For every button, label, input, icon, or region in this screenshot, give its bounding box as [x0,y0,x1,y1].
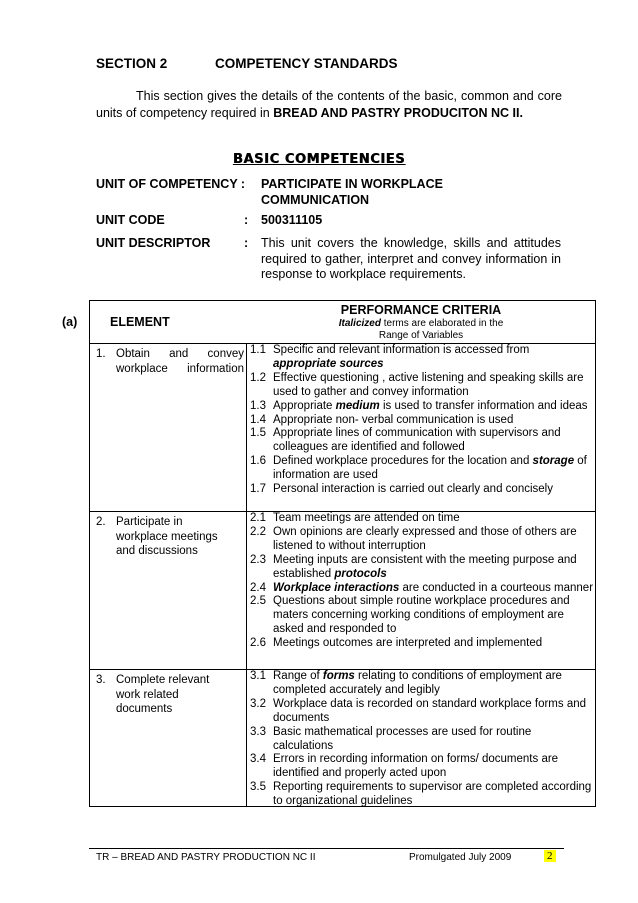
page-number: 2 [544,850,556,862]
criterion-text-part: Questions about simple routine workplace procedures and maters concerning working conditions of employment are asked and responded to [273,595,570,636]
intro-qualification: BREAD AND PASTRY PRODUCITON NC II. [273,105,523,120]
criterion-text-part: Appropriate lines of communication with supervisors and colleagues are identified and followed [273,427,561,454]
criterion-text [273,455,594,483]
criterion-text [273,414,594,428]
table-column-divider [246,343,247,806]
criterion-number: 3.4 [250,753,266,766]
criterion-text-part: Own opinions are clearly expressed and those of others are listened to without interruption [273,525,577,552]
intro-text: This section gives the details of the contents of the basic, common and core units of competency required in [96,89,562,120]
criterion-text-part: Errors in recording information on forms/ documents are identified and properly acted upon [273,753,559,780]
criterion-text [273,595,594,637]
criterion-range-term: forms [322,670,355,682]
criterion-text [273,670,594,698]
criterion-text-part: Reporting requirements to supervisor are completed according to organizational guidelines [273,781,592,808]
criterion-item [250,344,594,372]
criterion-item [250,554,594,582]
criterion-number: 2.2 [250,525,266,538]
criterion-range-term: protocols [334,567,387,580]
criterion-range-term: medium [335,399,380,412]
criterion-number: 1.3 [250,399,266,412]
criterion-text [273,726,594,754]
footer-date: Promulgated July 2009 [409,852,512,863]
criterion-text-part: Range of [273,670,323,682]
criterion-text [273,512,594,526]
criterion-number: 3.1 [250,670,266,682]
criterion-number: 1.4 [250,413,266,426]
criterion-text-part: Workplace data is recorded on standard workplace forms and documents [273,697,587,724]
intro-paragraph [96,88,562,121]
unit-code-colon: : [244,213,249,227]
criterion-text [273,344,594,372]
criteria-list-1 [250,344,594,497]
criterion-number: 2.1 [250,512,266,524]
unit-code-value: 500311105 [261,213,323,227]
criterion-number: 3.2 [250,697,266,710]
criterion-item [250,414,594,428]
criterion-item [250,753,594,781]
unit-competency-value: PARTICIPATE IN WORKPLACE COMMUNICATION [261,177,443,207]
criterion-item [250,698,594,726]
criterion-text-part: Appropriate non- verbal communication is used [273,413,514,426]
element-header: ELEMENT [110,315,170,329]
criterion-text-part: of information are used [273,455,587,482]
element-text: Complete relevant work related documents [116,674,210,715]
criterion-number: 1.5 [250,427,266,440]
criterion-number: 2.5 [250,595,266,608]
section-number: SECTION 2 [96,56,168,71]
element-2 [96,515,231,559]
criterion-text [273,753,594,781]
criterion-text-part: Specific and relevant information is accessed from [273,344,530,356]
performance-criteria-subheader [246,318,596,342]
pc-sub-line2: Range of Variables [378,330,464,341]
unit-descriptor-value: This unit covers the knowledge, skills and attitudes required to gather, interpret and convey information in response to workplace requirements. [261,236,561,281]
pc-sub-rest: terms are elaborated in the [380,318,504,329]
criteria-list-2 [250,512,594,651]
criterion-item [250,455,594,483]
basic-competencies-heading: BASIC COMPETENCIES [232,152,406,167]
element-number: 1. [96,348,106,360]
criterion-number: 1.7 [250,483,266,496]
criterion-item [250,781,594,809]
criterion-item [250,372,594,400]
criterion-text [273,698,594,726]
criterion-text-part: are conducted in a courteous manner [399,581,594,594]
unit-descriptor-label: UNIT DESCRIPTOR [96,236,211,250]
criterion-number: 1.6 [250,455,266,468]
criterion-text-part: Meeting inputs are consistent with the meeting purpose and established [273,553,577,580]
pc-sub-italic: Italicized [338,318,381,329]
criterion-text [273,781,594,809]
criterion-item [250,726,594,754]
criterion-item [250,526,594,554]
criterion-text-part: Team meetings are attended on time [273,512,460,524]
criterion-text [273,427,594,455]
element-number: 2. [96,516,106,528]
criterion-item [250,582,594,596]
criteria-list-3 [250,670,594,809]
criterion-item [250,400,594,414]
criterion-text-part: relating to conditions of employment are completed accurately and legibly [273,670,562,696]
element-text: Obtain and convey workplace information [116,348,244,375]
section-title: COMPETENCY STANDARDS [215,56,398,71]
criterion-range-term: appropriate sources [273,357,384,370]
criterion-text [273,372,594,400]
performance-criteria-header: PERFORMANCE CRITERIA [340,303,502,317]
criterion-number: 3.5 [250,781,266,794]
criterion-text [273,637,594,651]
footer-title: TR – BREAD AND PASTRY PRODUCTION NC II [96,852,316,863]
criterion-number: 2.4 [250,581,266,594]
element-number: 3. [96,674,106,686]
criterion-text-part: Basic mathematical processes are used for routine calculations [273,725,532,752]
table-marker: (a) [62,315,78,329]
criterion-text-part: Personal interaction is carried out clearly and concisely [273,483,553,496]
criterion-text-part: is used to transfer information and ideas [379,399,588,412]
criterion-text-part: Meetings outcomes are interpreted and implemented [273,637,543,650]
criterion-range-term: Workplace interactions [273,581,400,594]
element-text: Participate in workplace meetings and discussions [116,516,218,557]
criterion-item [250,637,594,651]
footer-rule [89,848,564,849]
criterion-item [250,670,594,698]
criterion-text-part: Effective questioning , active listening and speaking skills are used to gather and convey information [273,371,584,398]
criterion-number: 2.3 [250,553,266,566]
element-1 [96,347,244,376]
criterion-text [273,483,594,497]
criterion-text [273,582,594,596]
criterion-item [250,512,594,526]
criterion-item [250,595,594,637]
unit-descriptor-colon: : [244,236,249,250]
criterion-text [273,554,594,582]
criterion-number: 2.6 [250,637,266,650]
unit-code-label: UNIT CODE [96,213,165,227]
criterion-number: 1.1 [250,344,266,356]
criterion-item [250,483,594,497]
criterion-item [250,427,594,455]
criterion-text-part: Defined workplace procedures for the location and [273,455,533,468]
criterion-range-term: storage [532,455,575,468]
criterion-number: 1.2 [250,371,266,384]
criterion-number: 3.3 [250,725,266,738]
criterion-text [273,526,594,554]
element-3 [96,673,231,717]
criterion-text-part: Appropriate [273,399,336,412]
unit-competency-label: UNIT OF COMPETENCY : [96,177,246,191]
criterion-text [273,400,594,414]
